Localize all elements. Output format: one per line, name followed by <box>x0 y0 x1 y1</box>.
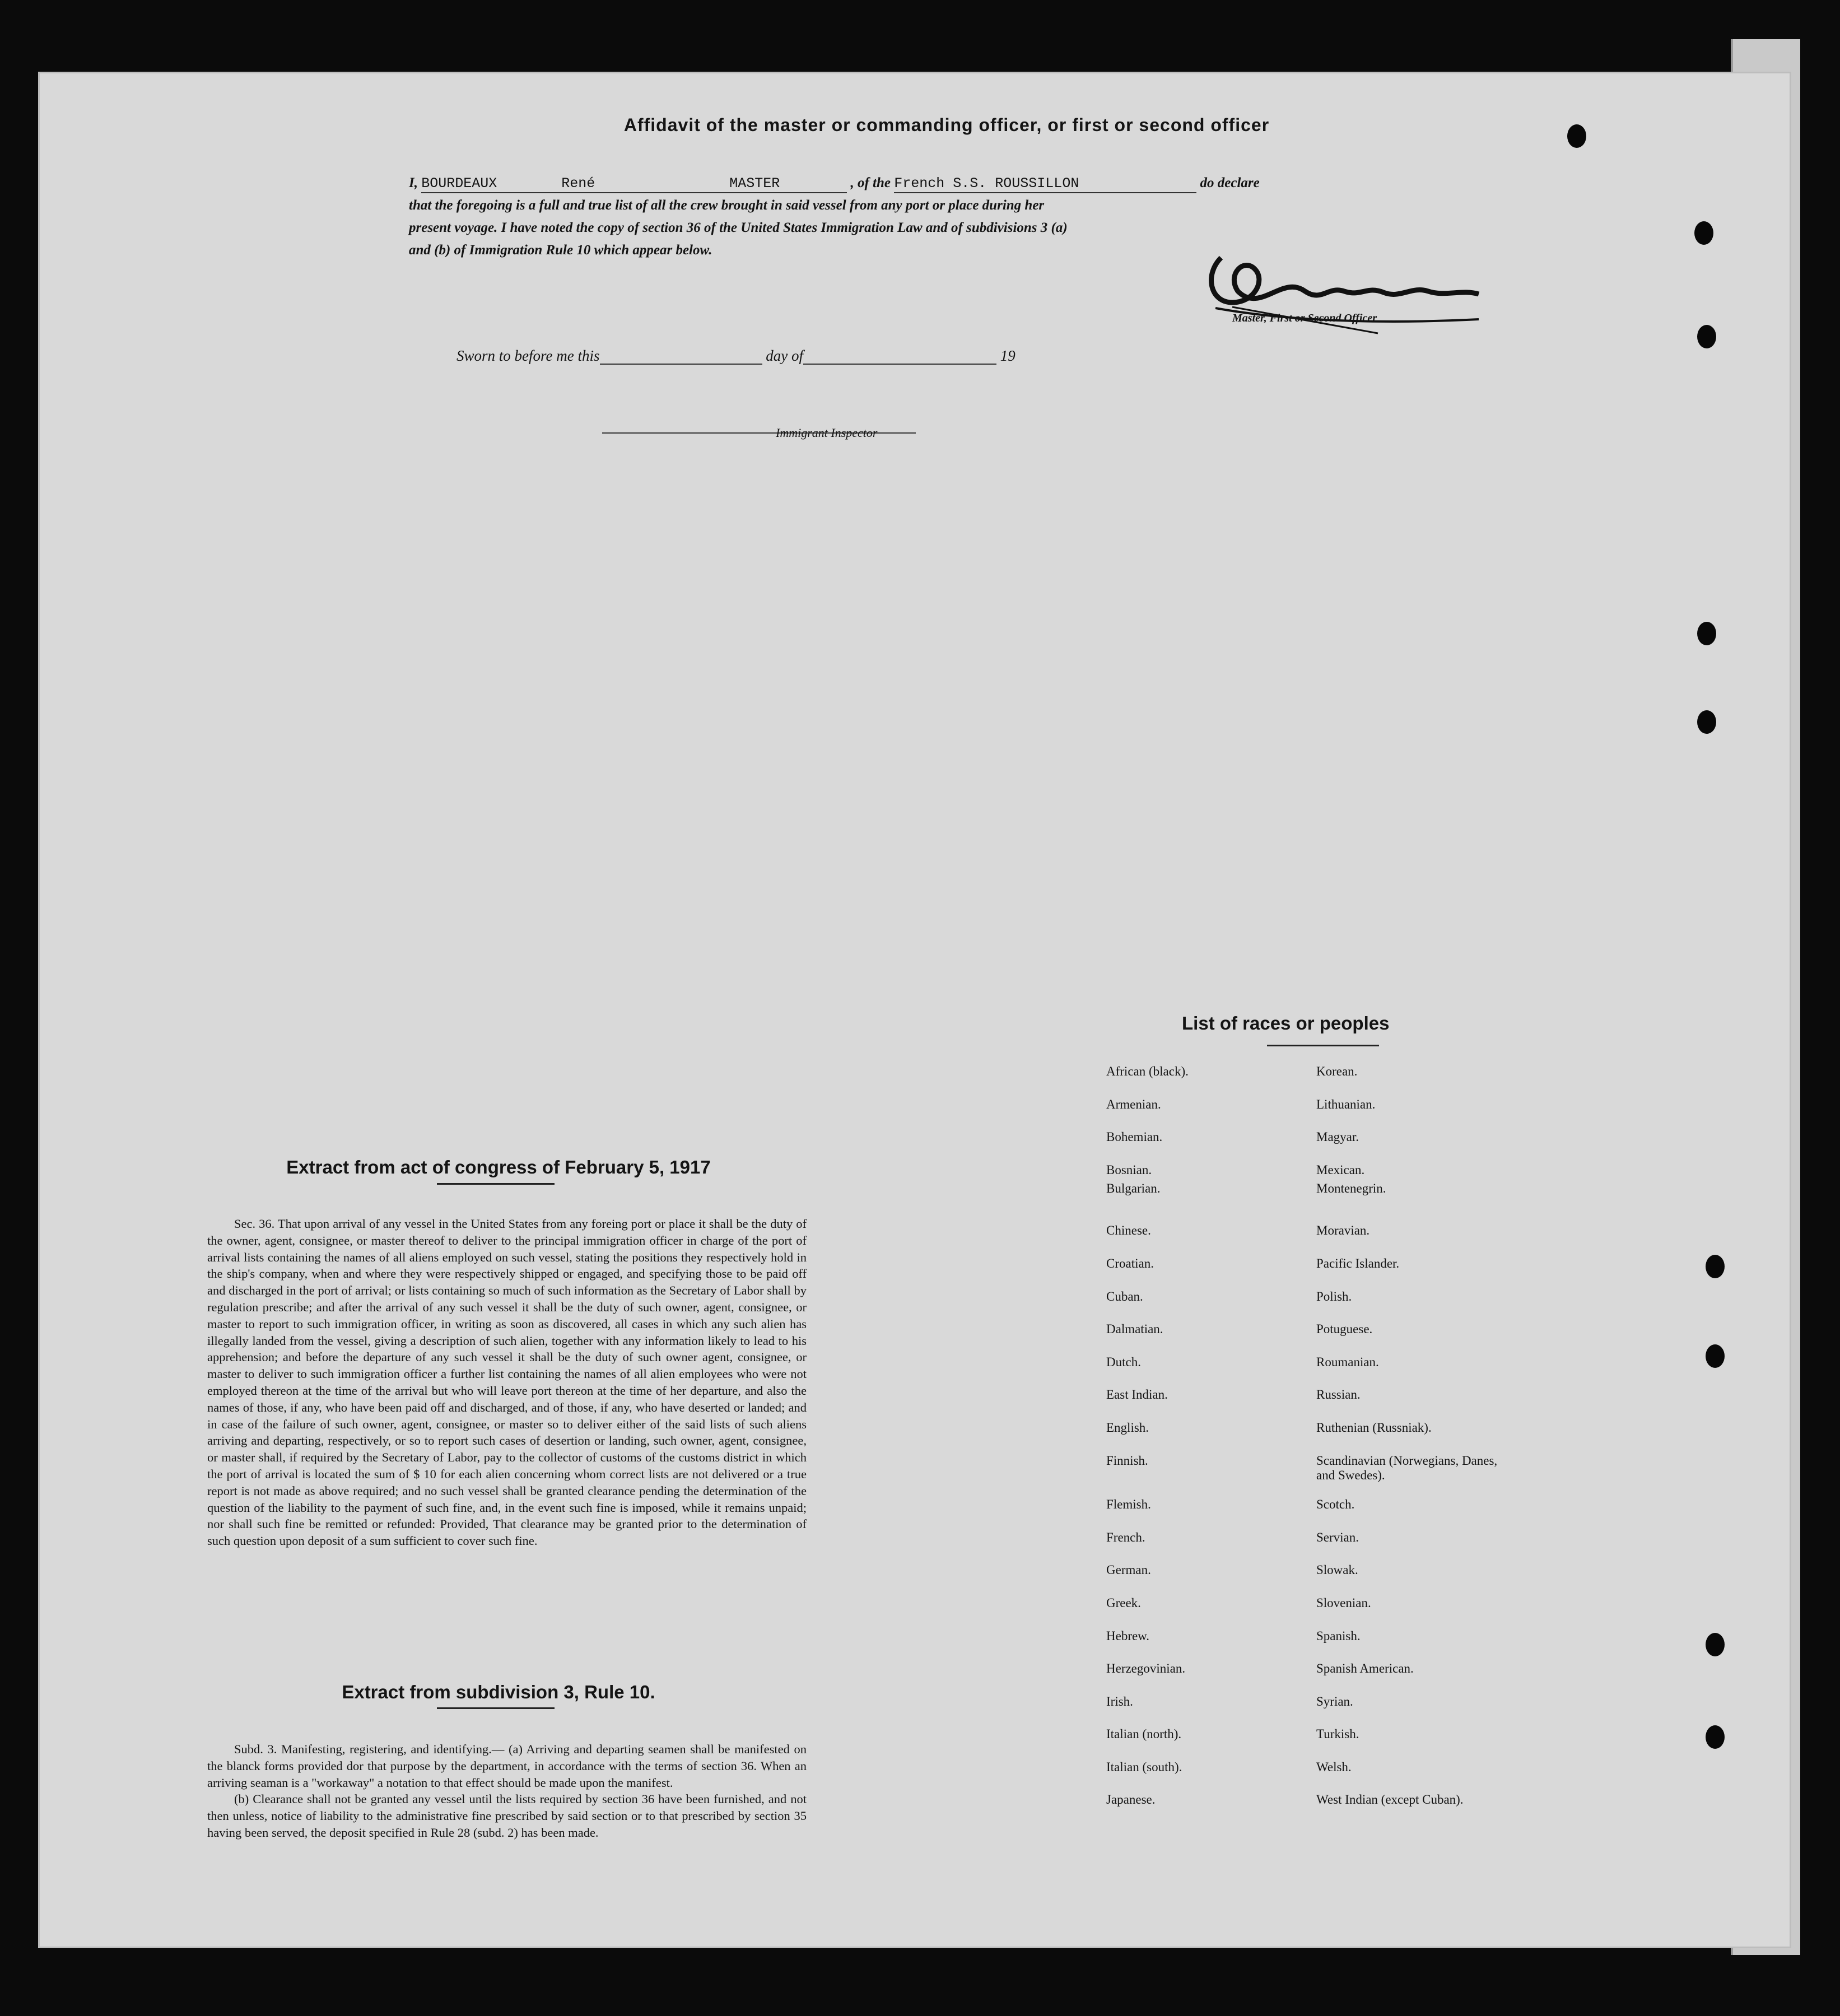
sworn-year: 19 <box>1000 347 1016 364</box>
race-item: Turkish. <box>1316 1727 1359 1742</box>
master-surname: BOURDEAUX <box>421 175 561 193</box>
race-item: East Indian. <box>1106 1388 1168 1402</box>
races-title-rule <box>1267 1045 1379 1046</box>
race-item: English. <box>1106 1420 1149 1435</box>
races-left-column <box>1106 1064 1341 1826</box>
race-item: Roumanian. <box>1316 1354 1379 1369</box>
race-item: Chinese. <box>1106 1223 1151 1238</box>
race-item: Italian (north). <box>1106 1727 1182 1742</box>
race-item: Dutch. <box>1106 1354 1141 1369</box>
rule-10-text <box>207 1741 807 1841</box>
race-item: Servian. <box>1316 1530 1359 1544</box>
vessel-name: French S.S. ROUSSILLON <box>894 175 1196 193</box>
race-item: German. <box>1106 1563 1151 1577</box>
race-item: Spanish American. <box>1316 1661 1414 1676</box>
punch-hole <box>1706 1344 1725 1368</box>
race-item: Slowak. <box>1316 1563 1358 1577</box>
sworn-prefix: Sworn to before me this <box>456 347 600 364</box>
punch-hole <box>1694 221 1713 245</box>
declaration-line-4: and (b) of Immigration Rule 10 which appear below. <box>409 243 712 258</box>
race-item: Korean. <box>1316 1064 1358 1078</box>
punch-hole <box>1706 1725 1725 1749</box>
race-item: Pacific Islander. <box>1316 1256 1400 1270</box>
declaration-line-2: that the foregoing is a full and true list of all the crew brought in said vessel from any port or place during her <box>409 198 1045 213</box>
punch-hole <box>1706 1633 1725 1656</box>
sworn-day-of: day of <box>766 347 803 364</box>
race-item: Scandinavian (Norwegians, Danes, and Swedes). <box>1316 1453 1498 1482</box>
race-item: Cuban. <box>1106 1289 1143 1303</box>
race-item: Mexican. <box>1316 1162 1365 1177</box>
race-item: Bosnian. <box>1106 1162 1152 1177</box>
do-declare-text: do declare <box>1200 175 1260 190</box>
inspector-label: Immigrant Inspector <box>776 426 878 440</box>
race-item: Potuguese. <box>1316 1322 1373 1337</box>
race-item: Dalmatian. <box>1106 1322 1163 1337</box>
of-the-text: , of the <box>850 175 891 190</box>
race-item: Flemish. <box>1106 1497 1151 1512</box>
race-item: Moravian. <box>1316 1223 1370 1238</box>
punch-hole <box>1567 124 1586 148</box>
race-item: Hebrew. <box>1106 1628 1150 1643</box>
declaration-line-3: present voyage. I have noted the copy of section 36 of the United States Immigration Law and of subdivisions 3 (a) <box>409 220 1068 235</box>
act-section-36-text <box>207 1216 807 1549</box>
affidavit-title: Affidavit of the master or commanding officer, or first or second officer <box>623 115 1270 135</box>
race-item: Syrian. <box>1316 1694 1353 1708</box>
race-item: Herzegovinian. <box>1106 1661 1186 1676</box>
sworn-statement <box>456 347 1016 365</box>
race-item: Scotch. <box>1316 1497 1355 1512</box>
act-paragraph: Sec. 36. That upon arrival of any vessel in the United States from any foreing port or place it shall be the duty of the owner, agent, consignee, or master thereof to deliver to the principal immigration officer in charge of the port of arrival lists containing the names of all aliens employed on such vessel, stating the positions they respectively hold in the ship's company, when and where they were respectively shipped or engaged, and specifying those to be paid off and discharged in the port of arrival; or lists containing so much of such information as the Secretary of Labor shall by regulation prescribe; and after the arrival of any such vessel it shall be the duty of such owner, agent, consignee, or master to report to such immigration officer, in writing as soon as discovered, all cases in which any such alien has illegally landed from the vessel, giving a description of such alien, together with any information likely to lead to his apprehension; and before the departure of any such vessel it shall be the duty of such owner agent, consignee, or master to deliver to such immigration officer a further list containing the names of all alien employees who were not employed thereon at the time of the arrival but who will leave port thereon at the time of her departure, and also the names of those, if any, who have been paid off and discharged, and of those, if any, who have deserted or landed; and in case of the failure of such owner, agent, consignee, or master so to deliver either of the said lists of such aliens arriving and departing, respectively, or so to report such cases of desertion or landing, such owner, agent, consignee, or master shall, if required by the Secretary of Labor, pay to the collector of customs of the customs district in which the port of arrival is located the sum of $ 10 for each alien concerning whom correct lists are not delivered or a true report is not made as above required; and no such vessel shall be granted clearance pending the determination of the question of the liability to the payment of such fine, and, in the event such fine is imposed, while it remains unpaid; nor shall such fine be remitted or refunded: Provided, That clearance may be granted prior to the determination of such question upon deposit of a sum sufficient to cover such fine. <box>207 1217 807 1548</box>
rule-paragraph-b: (b) Clearance shall not be granted any vessel until the lists required by section 36 have been furnished, and not then unless, notice of liability to the administrative fine prescribed by said section or to that prescribed by section 35 having been served, the deposit specified in Rule 28 (subd. 2) has been made. <box>207 1792 807 1840</box>
master-rank: MASTER <box>729 175 847 193</box>
race-item: Lithuanian. <box>1316 1097 1376 1111</box>
race-item: Japanese. <box>1106 1792 1156 1807</box>
race-item: Ruthenian (Russniak). <box>1316 1420 1432 1435</box>
act-title-rule <box>437 1183 555 1185</box>
race-item: Finnish. <box>1106 1453 1148 1468</box>
rule-title-rule <box>437 1707 555 1709</box>
races-title: List of races or peoples <box>1182 1013 1390 1033</box>
race-item: Welsh. <box>1316 1759 1352 1774</box>
race-item: Irish. <box>1106 1694 1133 1708</box>
race-item: Montenegrin. <box>1316 1181 1386 1196</box>
race-item: Slovenian. <box>1316 1595 1371 1610</box>
declaration-line-1 <box>409 175 1479 193</box>
rule-paragraph-a: Subd. 3. Manifesting, registering, and identifying.— (a) Arriving and departing seamen shall be manifested on the blanck forms provided dor that purpose by the department, in accordance with the terms of section 36. When an arriving seaman is a "workaway" a notation to that effect should be made upon the manifest. <box>207 1742 807 1790</box>
punch-hole <box>1697 325 1716 348</box>
punch-hole <box>1706 1255 1725 1278</box>
master-given-name: René <box>561 175 729 193</box>
race-item: Italian (south). <box>1106 1759 1182 1774</box>
declarant-prefix: I, <box>409 175 418 190</box>
race-item: Croatian. <box>1106 1256 1154 1270</box>
rule-title: Extract from subdivision 3, Rule 10. <box>342 1682 655 1702</box>
race-item: Bohemian. <box>1106 1130 1163 1144</box>
signature-label: Master, First or Second Officer <box>1232 312 1377 324</box>
race-item: African (black). <box>1106 1064 1189 1078</box>
race-item: Greek. <box>1106 1595 1141 1610</box>
race-item: Bulgarian. <box>1106 1181 1161 1196</box>
act-title: Extract from act of congress of February 5, 1917 <box>286 1157 711 1177</box>
race-item: Magyar. <box>1316 1130 1359 1144</box>
punch-hole <box>1697 710 1716 734</box>
race-item: Spanish. <box>1316 1628 1361 1643</box>
punch-hole <box>1697 622 1716 645</box>
race-item: Russian. <box>1316 1388 1361 1402</box>
race-item: Polish. <box>1316 1289 1352 1303</box>
race-item: French. <box>1106 1530 1145 1544</box>
race-item <box>1316 1486 1630 1497</box>
race-item: Armenian. <box>1106 1097 1161 1111</box>
races-right-column <box>1316 1064 1630 1826</box>
race-item <box>1106 1486 1341 1497</box>
race-item: West Indian (except Cuban). <box>1316 1792 1464 1807</box>
